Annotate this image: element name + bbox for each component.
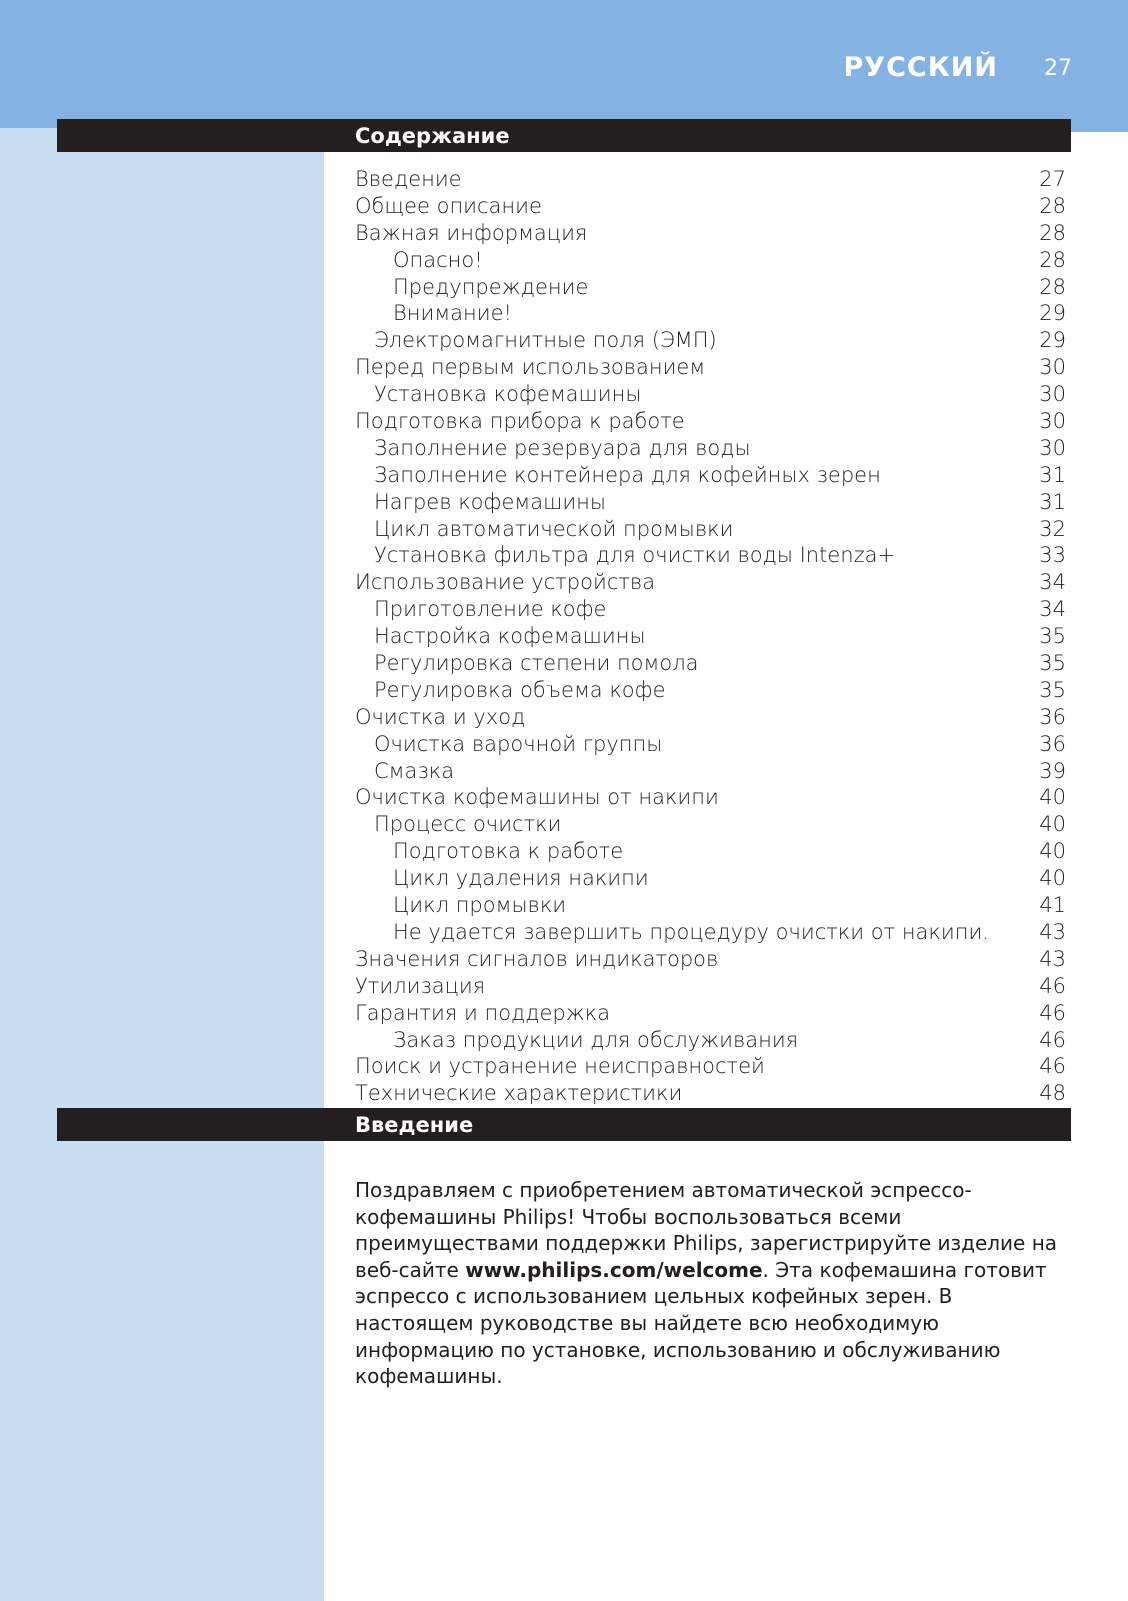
toc-entry-title: Установка фильтра для очистки воды Intenza+ [374,543,896,568]
toc-heading: Содержание [355,124,510,148]
toc-entry-page: 43 [1039,946,1066,971]
toc-entry[interactable] [355,704,1066,731]
toc-entry-title: Заполнение контейнера для кофейных зерен [374,462,881,487]
toc-entry-title: Очистка и уход [355,704,526,729]
toc-entry[interactable] [355,973,1066,1000]
toc-entry[interactable] [355,247,1066,274]
toc-entry-page: 46 [1039,1000,1066,1025]
toc-entry[interactable] [355,462,1066,489]
toc-entry[interactable] [355,784,1066,811]
toc-entry-title: Заполнение резервуара для воды [374,435,751,460]
intro-heading: Введение [355,1113,474,1137]
toc-entry-page: 32 [1039,516,1066,541]
toc-entry-title: Введение [355,167,462,191]
toc-entry-title: Смазка [374,758,455,783]
toc-entry-page: 40 [1039,785,1066,810]
toc-entry-title: Электромагнитные поля (ЭМП) [374,328,717,353]
toc-entry[interactable] [355,865,1066,892]
toc-entry-page: 30 [1039,409,1066,434]
toc-entry-title: Подготовка прибора к работе [355,409,685,434]
header-band-extension [1070,128,1128,132]
toc-entry-page: 31 [1039,462,1066,487]
toc-entry[interactable] [355,569,1066,596]
toc-entry[interactable] [355,946,1066,973]
toc-entry-page: 46 [1039,973,1066,998]
toc-entry-title: Очистка варочной группы [374,731,663,756]
toc-entry[interactable] [355,542,1066,569]
toc-entry[interactable] [355,354,1066,381]
toc-entry-page: 28 [1039,220,1066,245]
toc-entry-title: Не удается завершить процедуру очистки от накипи. [393,919,989,944]
toc-entry-page: 40 [1039,812,1066,837]
toc-entry-title: Внимание! [393,301,512,326]
toc-entry-page: 35 [1039,677,1066,702]
intro-paragraph [355,1177,1073,1390]
toc-entry-page: 35 [1039,624,1066,649]
toc-entry[interactable] [355,1000,1066,1027]
toc-entry-title: Регулировка объема кофе [374,677,666,702]
toc-entry-page: 41 [1039,893,1066,918]
page-number: 27 [1044,56,1072,81]
toc-entry-page: 29 [1039,301,1066,326]
toc-entry-title: Перед первым использованием [355,355,706,380]
toc-entry[interactable] [355,623,1066,650]
toc-entry-page: 46 [1039,1027,1066,1052]
toc-entry-page: 48 [1039,1081,1066,1106]
toc-entry[interactable] [355,919,1066,946]
toc-entry-title: Важная информация [355,220,588,245]
toc-entry-title: Использование устройства [355,570,656,595]
toc-entry[interactable] [355,677,1066,704]
toc-entry-page: 28 [1039,247,1066,272]
toc-entry[interactable] [355,166,1066,193]
toc-entry[interactable] [355,596,1066,623]
toc-entry-title: Технические характеристики [355,1081,683,1106]
toc-entry-title: Приготовление кофе [374,597,607,622]
toc-entry[interactable] [355,1027,1066,1054]
toc-entry-page: 27 [1039,167,1066,191]
toc-entry-page: 34 [1039,570,1066,595]
toc-entry[interactable] [355,193,1066,220]
toc-entry-page: 28 [1039,193,1066,218]
toc-entry-page: 35 [1039,651,1066,676]
toc-entry-title: Заказ продукции для обслуживания [393,1027,799,1052]
toc-entry[interactable] [355,274,1066,301]
website-link[interactable]: www.philips.com/welcome [465,1257,763,1282]
toc-entry-page: 30 [1039,355,1066,380]
toc-entry-page: 40 [1039,839,1066,864]
toc-entry[interactable] [355,650,1066,677]
toc-entry[interactable] [355,300,1066,327]
toc-entry-title: Регулировка степени помола [374,651,699,676]
toc-entry-title: Подготовка к работе [393,839,624,864]
toc-entry-page: 46 [1039,1054,1066,1079]
toc-entry-page: 28 [1039,274,1066,299]
toc-entry[interactable] [355,838,1066,865]
toc-entry[interactable] [355,220,1066,247]
toc-entry-title: Утилизация [355,973,486,998]
toc-entry-page: 29 [1039,328,1066,353]
toc-entry-page: 33 [1039,543,1066,568]
toc-entry-title: Процесс очистки [374,812,562,837]
toc-heading-bar [57,119,1071,152]
toc-entry[interactable] [355,892,1066,919]
toc-entry[interactable] [355,516,1066,543]
toc-entry-title: Очистка кофемашины от накипи [355,785,719,810]
toc-entry[interactable] [355,489,1066,516]
table-of-contents [355,166,1066,1107]
toc-entry-title: Установка кофемашины [374,382,642,407]
toc-entry-title: Цикл автоматической промывки [374,516,734,541]
intro-text-before-link: Поздравляем с приобретением автоматической эспрессо-кофемашины Philips! Чтобы воспользоваться всеми преимуществами поддержки Philips, зарегистрируйте изделие на веб-сайте [355,1178,1058,1282]
toc-entry-page: 30 [1039,382,1066,407]
intro-heading-bar [57,1108,1071,1141]
toc-entry[interactable] [355,811,1066,838]
side-band [0,128,324,1601]
toc-entry-page: 39 [1039,758,1066,783]
toc-entry-title: Цикл промывки [393,893,567,918]
toc-entry-title: Настройка кофемашины [374,624,646,649]
toc-entry-page: 43 [1039,919,1066,944]
toc-entry-page: 30 [1039,435,1066,460]
toc-entry-title: Нагрев кофемашины [374,489,606,514]
toc-entry-title: Поиск и устранение неисправностей [355,1054,765,1079]
toc-entry-title: Предупреждение [393,274,589,299]
toc-entry[interactable] [355,381,1066,408]
toc-entry-title: Значения сигналов индикаторов [355,946,719,971]
toc-entry[interactable] [355,408,1066,435]
toc-entry-title: Опасно! [393,247,483,272]
intro-text-after-link: . Эта кофемашина готовит эспрессо с использованием цельных кофейных зерен. В настоящем руководстве вы найдете всю необходимую информацию по установке, использованию и обслуживанию кофемашины. [355,1257,1047,1389]
language-label: РУССКИЙ [843,52,998,83]
toc-entry[interactable] [355,327,1066,354]
toc-entry[interactable] [355,758,1066,785]
toc-entry-page: 34 [1039,597,1066,622]
toc-entry-title: Цикл удаления накипи [393,866,649,891]
toc-entry-title: Общее описание [355,193,542,218]
toc-entry-page: 40 [1039,866,1066,891]
toc-entry-title: Гарантия и поддержка [355,1000,611,1025]
toc-entry[interactable] [355,1080,1066,1107]
toc-entry[interactable] [355,435,1066,462]
toc-entry[interactable] [355,731,1066,758]
toc-entry-page: 36 [1039,731,1066,756]
toc-entry-page: 31 [1039,489,1066,514]
toc-entry[interactable] [355,1053,1066,1080]
toc-entry-page: 36 [1039,704,1066,729]
